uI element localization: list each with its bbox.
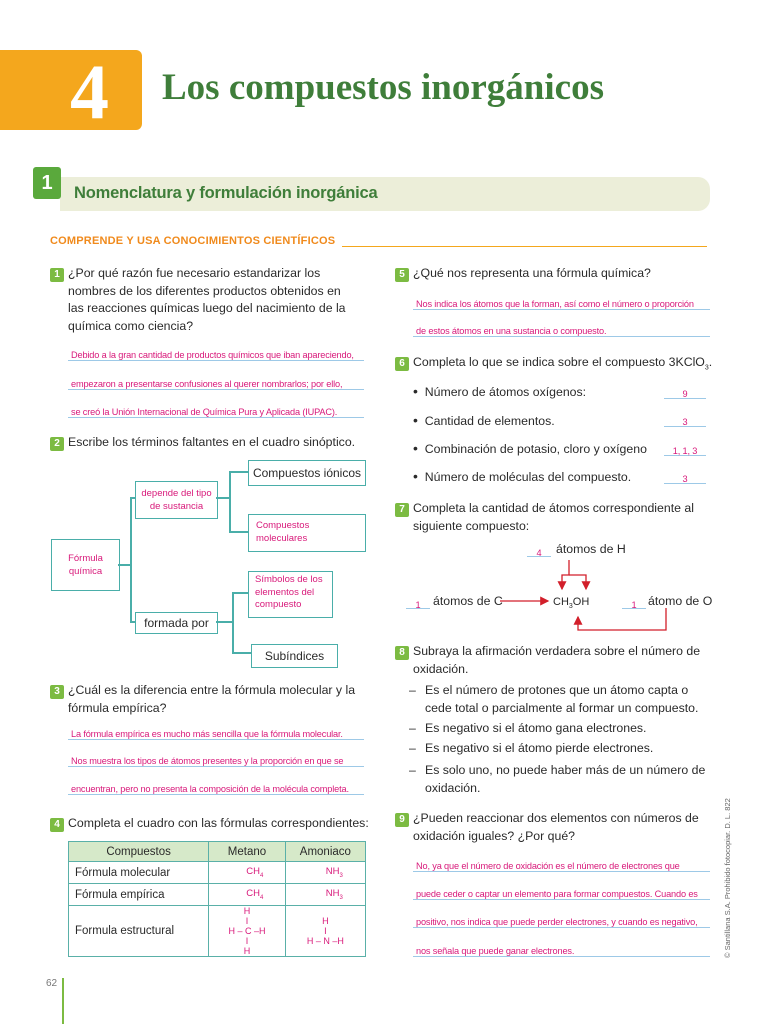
synoptic-leaf-1: Compuestos iónicos [248, 460, 366, 486]
list-item: • Número de moléculas del compuesto. [413, 468, 632, 484]
chapter-number: 4 [70, 48, 109, 135]
answer-line[interactable]: 3 [664, 469, 706, 484]
synoptic-branch-1: depende del tipo de sustancia [135, 481, 218, 519]
synoptic-leaf-4: Subíndices [251, 644, 338, 668]
answer-line[interactable]: positivo, nos indica que puede perder electrones, y cuando es negativo, [413, 912, 710, 928]
page-rule [62, 978, 64, 1024]
connector [232, 592, 249, 594]
option[interactable]: – Es negativo si el átomo pierde electrones. [409, 741, 654, 755]
question-text: Completa el cuadro con las fórmulas correspondientes: [68, 816, 369, 830]
synoptic-leaf-2: Compuestos moleculares [248, 514, 366, 552]
answer-line[interactable]: No, ya que el número de oxidación es el número de electrones que [413, 856, 710, 872]
question-number: 3 [50, 685, 64, 699]
list-item: • Combinación de potasio, cloro y oxígeno [413, 440, 647, 456]
table-row: Fórmula molecular $CH_4$ $NH_3$ [69, 862, 366, 884]
question-text: Escribe los términos faltantes en el cuadro sinóptico. [68, 435, 356, 449]
answer-line[interactable]: 1 [406, 595, 430, 609]
answer-line[interactable]: se creó la Unión Internacional de Química Pura y Aplicada (IUPAC). [68, 402, 364, 418]
question-number: 7 [395, 503, 409, 517]
answer-line[interactable]: puede ceder o captar un elemento para formar compuestos. Cuando es [413, 884, 710, 900]
question-number: 4 [50, 818, 64, 832]
question-number: 8 [395, 646, 409, 660]
table-header: Amoniaco [285, 842, 365, 862]
answer-line[interactable]: 3 [664, 412, 706, 427]
option[interactable]: – Es el número de protones que un átomo capta o cede total o parcialmente al formar un compuesto. [409, 683, 699, 715]
connector [232, 652, 252, 654]
answer-line[interactable]: Debido a la gran cantidad de productos químicos que iban apareciendo, [68, 345, 364, 361]
connector [232, 592, 234, 654]
formula-table [68, 841, 366, 957]
methane-structure[interactable]: H I H – C –H I H [209, 906, 285, 957]
answer-line[interactable]: 1, 1, 3 [664, 441, 706, 456]
synoptic-root: Fórmula química [51, 539, 120, 591]
connector [130, 497, 132, 623]
connector [216, 497, 230, 499]
ammonia-structure[interactable]: H I H – N –H [285, 906, 365, 957]
answer-line[interactable]: de estos átomos en una sustancia o compuesto. [413, 321, 710, 337]
connector [229, 471, 231, 533]
connector [216, 621, 233, 623]
question-text: ¿Por qué razón fue necesario estandarizar los nombres de los diferentes productos obtenidos en las reacciones químicas luego del nacimiento de la química como ciencia? [68, 266, 346, 333]
question-text: Completa lo que se indica sobre el compuesto 3KClO$_3$. [413, 355, 713, 372]
question-text: ¿Cuál es la diferencia entre la fórmula molecular y la fórmula empírica? [68, 683, 356, 715]
answer-line[interactable]: La fórmula empírica es mucho más sencilla que la fórmula molecular. [68, 724, 364, 740]
label: átomos de H [556, 542, 626, 556]
question-text: Completa la cantidad de átomos correspondiente al siguiente compuesto: [413, 501, 694, 533]
connector [229, 471, 249, 473]
label: átomo de O [648, 594, 713, 608]
option[interactable]: – Es solo uno, no puede haber más de un número de oxidación. [409, 763, 706, 795]
answer-line[interactable]: nos señala que puede ganar electrones. [413, 941, 710, 957]
question-number: 6 [395, 357, 409, 371]
answer-line[interactable]: empezaron a presentarse confusiones al querer nombrarlos; por ello, [68, 374, 364, 390]
question-number: 5 [395, 268, 409, 282]
table-row: Formula estructural H I H – C –H I H H I H – N –H [69, 906, 366, 957]
compound-formula: $CH_3OH$ [553, 596, 590, 611]
answer-line[interactable]: Nos muestra los tipos de átomos presentes y la proporción en que se [68, 751, 364, 767]
question-number: 1 [50, 268, 64, 282]
question-number: 2 [50, 437, 64, 451]
synoptic-branch-2: formada por [135, 612, 218, 634]
atom-arrows [490, 555, 680, 635]
table-row: Fórmula empírica $CH_4$ $NH_3$ [69, 884, 366, 906]
synoptic-leaf-3: Símbolos de los elementos del compuesto [248, 571, 333, 618]
question-number: 9 [395, 813, 409, 827]
table-header: Compuestos [69, 842, 209, 862]
copyright-note: © Santillana S.A. Prohibido fotocopiar. D. L. 822 [723, 798, 732, 958]
chapter-title: Los compuestos inorgánicos [162, 67, 604, 108]
section-number: 1 [33, 167, 61, 199]
question-text: ¿Pueden reaccionar dos elementos con números de oxidación iguales? ¿Por qué? [413, 811, 699, 843]
answer-line[interactable]: encuentran, pero no presenta la composición de la molécula completa. [68, 779, 364, 795]
question-text: Subraya la afirmación verdadera sobre el número de oxidación. [413, 644, 701, 676]
answer-line[interactable]: Nos indica los átomos que la forman, así como el número o proporción [413, 294, 710, 310]
answer-line[interactable]: 4 [527, 543, 551, 557]
table-header: Metano [209, 842, 285, 862]
competency-rule [342, 246, 707, 247]
option[interactable]: – Es negativo si el átomo gana electrones. [409, 721, 647, 735]
connector [229, 531, 249, 533]
question-text: ¿Qué nos representa una fórmula química? [413, 266, 651, 280]
answer-line[interactable]: 1 [622, 595, 646, 609]
list-item: • Número de átomos oxígenos: [413, 383, 587, 399]
label: átomos de C [433, 594, 503, 608]
page-number: 62 [46, 978, 58, 989]
competency-heading: COMPRENDE Y USA CONOCIMIENTOS CIENTÍFICOS [50, 235, 336, 247]
list-item: • Cantidad de elementos. [413, 412, 555, 428]
section-title: Nomenclatura y formulación inorgánica [74, 184, 378, 202]
answer-line[interactable]: 9 [664, 384, 706, 399]
